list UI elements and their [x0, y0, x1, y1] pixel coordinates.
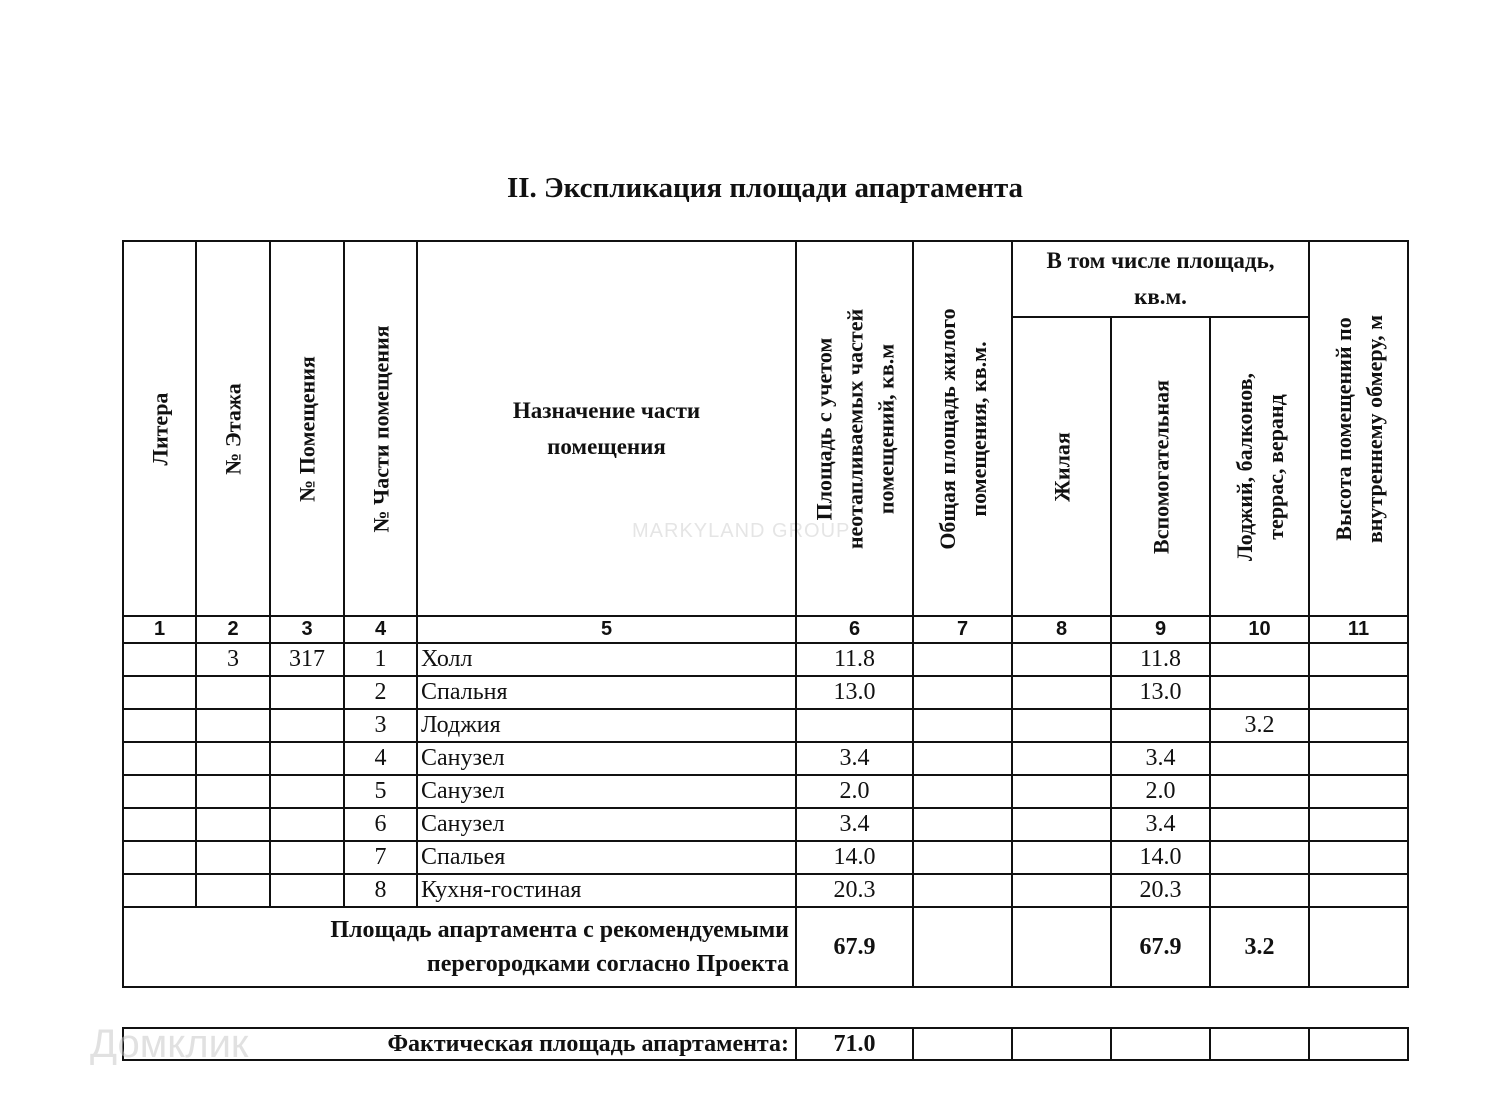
empty-cell — [913, 1028, 1012, 1060]
table-row — [123, 742, 1408, 775]
cell-room — [270, 841, 344, 874]
cell-auxiliary: 2.0 — [1111, 775, 1210, 808]
cell-auxiliary — [1111, 709, 1210, 742]
table-row — [123, 874, 1408, 907]
cell-auxiliary: 3.4 — [1111, 742, 1210, 775]
cell-litera — [123, 841, 196, 874]
summary-label: Площадь апартамента с рекомендуемыми перегородками согласно Проекта — [123, 907, 796, 987]
cell-floor — [196, 742, 270, 775]
cell-living-total — [913, 775, 1012, 808]
cell-living — [1012, 841, 1111, 874]
empty-cell — [1210, 1028, 1309, 1060]
column-number: 10 — [1210, 616, 1309, 643]
cell-room — [270, 676, 344, 709]
document-title: II. Экспликация площади апартамента — [506, 172, 1024, 204]
table-row — [123, 808, 1408, 841]
cell-area-total: 2.0 — [796, 775, 913, 808]
cell-living — [1012, 643, 1111, 676]
cell-name: Кухня-гостиная — [417, 874, 796, 907]
cell-floor — [196, 808, 270, 841]
column-number: 8 — [1012, 616, 1111, 643]
empty-cell — [1309, 1028, 1408, 1060]
empty-cell — [1111, 1028, 1210, 1060]
cell-part: 2 — [344, 676, 417, 709]
cell-name: Санузел — [417, 775, 796, 808]
cell-area-total — [796, 709, 913, 742]
column-number-row — [123, 616, 1408, 643]
empty-cell — [1012, 1028, 1111, 1060]
header-height: Высота помещений по внутреннему обмеру, м — [1309, 241, 1408, 616]
header-living-total: Общая площадь жилого помещения, кв.м. — [913, 241, 1012, 616]
summary-living-total — [913, 907, 1012, 987]
cell-room — [270, 808, 344, 841]
summary-loggia: 3.2 — [1210, 907, 1309, 987]
cell-auxiliary: 13.0 — [1111, 676, 1210, 709]
cell-name: Спальня — [417, 676, 796, 709]
cell-part: 6 — [344, 808, 417, 841]
cell-living-total — [913, 709, 1012, 742]
summary-row — [123, 907, 1408, 987]
cell-living-total — [913, 643, 1012, 676]
cell-litera — [123, 709, 196, 742]
summary-living — [1012, 907, 1111, 987]
explication-table — [122, 240, 1409, 988]
header-auxiliary: Вспомогательная — [1111, 317, 1210, 616]
column-number: 9 — [1111, 616, 1210, 643]
cell-room — [270, 874, 344, 907]
header-group-including: В том числе площадь, кв.м. — [1012, 241, 1309, 317]
cell-auxiliary: 20.3 — [1111, 874, 1210, 907]
cell-litera — [123, 874, 196, 907]
cell-litera — [123, 676, 196, 709]
cell-loggia — [1210, 775, 1309, 808]
header-part: № Части помещения — [344, 241, 417, 616]
cell-litera — [123, 742, 196, 775]
cell-auxiliary: 11.8 — [1111, 643, 1210, 676]
column-number: 4 — [344, 616, 417, 643]
cell-litera — [123, 808, 196, 841]
watermark-logo: MARKYLAND GROUP — [632, 520, 851, 542]
cell-living — [1012, 742, 1111, 775]
cell-loggia — [1210, 874, 1309, 907]
cell-auxiliary: 3.4 — [1111, 808, 1210, 841]
cell-living-total — [913, 874, 1012, 907]
cell-name: Спальея — [417, 841, 796, 874]
cell-name: Санузел — [417, 808, 796, 841]
header-row-top — [123, 241, 1408, 317]
header-floor: № Этажа — [196, 241, 270, 616]
cell-living — [1012, 709, 1111, 742]
column-number: 3 — [270, 616, 344, 643]
cell-floor: 3 — [196, 643, 270, 676]
cell-height — [1309, 742, 1408, 775]
cell-height — [1309, 709, 1408, 742]
cell-loggia: 3.2 — [1210, 709, 1309, 742]
cell-loggia — [1210, 643, 1309, 676]
cell-area-total: 11.8 — [796, 643, 913, 676]
header-living: Жилая — [1012, 317, 1111, 616]
cell-room — [270, 775, 344, 808]
cell-living-total — [913, 841, 1012, 874]
cell-loggia — [1210, 742, 1309, 775]
table-row — [123, 841, 1408, 874]
cell-living — [1012, 808, 1111, 841]
cell-living-total — [913, 742, 1012, 775]
column-number: 11 — [1309, 616, 1408, 643]
actual-area-value: 71.0 — [796, 1028, 913, 1060]
actual-area-table — [122, 1027, 1409, 1061]
cell-height — [1309, 874, 1408, 907]
cell-floor — [196, 874, 270, 907]
cell-living-total — [913, 676, 1012, 709]
cell-floor — [196, 775, 270, 808]
cell-part: 7 — [344, 841, 417, 874]
cell-height — [1309, 643, 1408, 676]
cell-room — [270, 709, 344, 742]
cell-area-total: 3.4 — [796, 742, 913, 775]
summary-auxiliary: 67.9 — [1111, 907, 1210, 987]
watermark-domclick: Домклик — [90, 1022, 249, 1066]
cell-height — [1309, 775, 1408, 808]
cell-area-total: 3.4 — [796, 808, 913, 841]
cell-part: 1 — [344, 643, 417, 676]
header-room: № Помещения — [270, 241, 344, 616]
cell-name: Холл — [417, 643, 796, 676]
column-number: 2 — [196, 616, 270, 643]
cell-living — [1012, 874, 1111, 907]
cell-part: 4 — [344, 742, 417, 775]
header-purpose: Назначение части помещения — [417, 241, 796, 616]
cell-loggia — [1210, 841, 1309, 874]
cell-floor — [196, 676, 270, 709]
cell-floor — [196, 709, 270, 742]
summary-height — [1309, 907, 1408, 987]
table-row — [123, 643, 1408, 676]
cell-living — [1012, 676, 1111, 709]
cell-floor — [196, 841, 270, 874]
cell-name: Лоджия — [417, 709, 796, 742]
header-loggia: Лоджий, балконов, террас, веранд — [1210, 317, 1309, 616]
column-number: 6 — [796, 616, 913, 643]
cell-area-total: 20.3 — [796, 874, 913, 907]
header-area-total: Площадь с учетом неотапливаемых частей помещений, кв.м — [796, 241, 913, 616]
cell-room: 317 — [270, 643, 344, 676]
cell-name: Санузел — [417, 742, 796, 775]
header-litera: Литера — [123, 241, 196, 616]
cell-living-total — [913, 808, 1012, 841]
cell-part: 3 — [344, 709, 417, 742]
column-number: 7 — [913, 616, 1012, 643]
cell-living — [1012, 775, 1111, 808]
cell-part: 8 — [344, 874, 417, 907]
cell-area-total: 13.0 — [796, 676, 913, 709]
table-row — [123, 676, 1408, 709]
cell-height — [1309, 676, 1408, 709]
cell-loggia — [1210, 808, 1309, 841]
cell-height — [1309, 841, 1408, 874]
cell-height — [1309, 808, 1408, 841]
cell-litera — [123, 643, 196, 676]
table-row — [123, 775, 1408, 808]
cell-litera — [123, 775, 196, 808]
actual-area-label: Фактическая площадь апартамента: — [123, 1028, 796, 1060]
cell-auxiliary: 14.0 — [1111, 841, 1210, 874]
cell-part: 5 — [344, 775, 417, 808]
actual-area-row — [123, 1028, 1408, 1060]
table-row — [123, 709, 1408, 742]
cell-area-total: 14.0 — [796, 841, 913, 874]
summary-area-total: 67.9 — [796, 907, 913, 987]
data-rows — [123, 643, 1408, 907]
cell-loggia — [1210, 676, 1309, 709]
column-number: 5 — [417, 616, 796, 643]
column-number: 1 — [123, 616, 196, 643]
cell-room — [270, 742, 344, 775]
